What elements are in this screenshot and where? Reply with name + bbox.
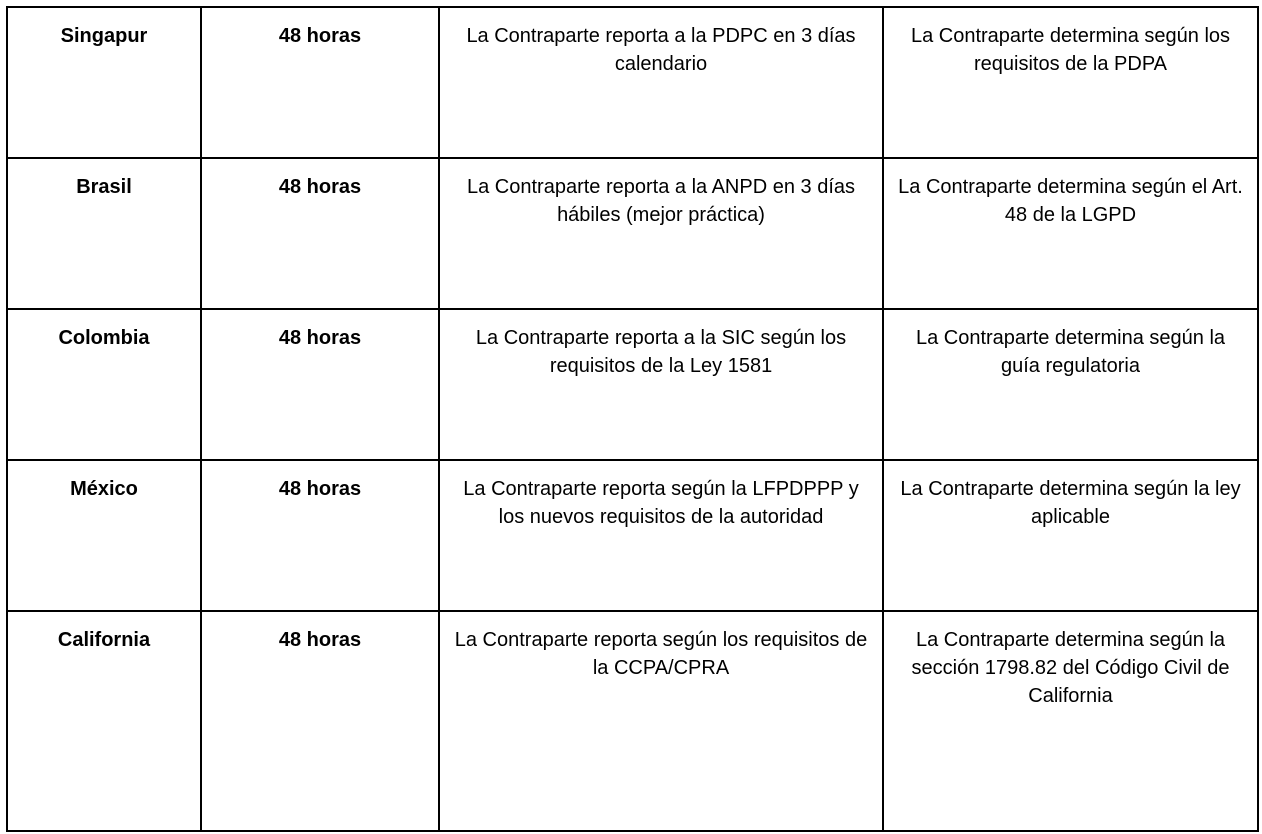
table-row bbox=[7, 7, 1258, 158]
country-cell: Colombia bbox=[7, 309, 201, 460]
table-row bbox=[7, 309, 1258, 460]
notification-time-cell: 48 horas bbox=[201, 309, 439, 460]
country-cell: Singapur bbox=[7, 7, 201, 158]
authority-report-cell: La Contraparte reporta a la PDPC en 3 días calendario bbox=[439, 7, 883, 158]
authority-report-cell: La Contraparte reporta según los requisitos de la CCPA/CPRA bbox=[439, 611, 883, 831]
notification-time-cell: 48 horas bbox=[201, 460, 439, 611]
determination-cell: La Contraparte determina según los requisitos de la PDPA bbox=[883, 7, 1258, 158]
table-row bbox=[7, 158, 1258, 309]
determination-cell: La Contraparte determina según la guía regulatoria bbox=[883, 309, 1258, 460]
country-cell: Brasil bbox=[7, 158, 201, 309]
notification-time-cell: 48 horas bbox=[201, 7, 439, 158]
authority-report-cell: La Contraparte reporta a la SIC según los requisitos de la Ley 1581 bbox=[439, 309, 883, 460]
table-row bbox=[7, 460, 1258, 611]
authority-report-cell: La Contraparte reporta a la ANPD en 3 días hábiles (mejor práctica) bbox=[439, 158, 883, 309]
notification-time-cell: 48 horas bbox=[201, 611, 439, 831]
determination-cell: La Contraparte determina según el Art. 48 de la LGPD bbox=[883, 158, 1258, 309]
notification-time-cell: 48 horas bbox=[201, 158, 439, 309]
country-cell: California bbox=[7, 611, 201, 831]
determination-cell: La Contraparte determina según la sección 1798.82 del Código Civil de California bbox=[883, 611, 1258, 831]
authority-report-cell: La Contraparte reporta según la LFPDPPP y los nuevos requisitos de la autoridad bbox=[439, 460, 883, 611]
determination-cell: La Contraparte determina según la ley aplicable bbox=[883, 460, 1258, 611]
country-cell: México bbox=[7, 460, 201, 611]
table-row bbox=[7, 611, 1258, 831]
jurisdiction-table bbox=[6, 6, 1259, 832]
